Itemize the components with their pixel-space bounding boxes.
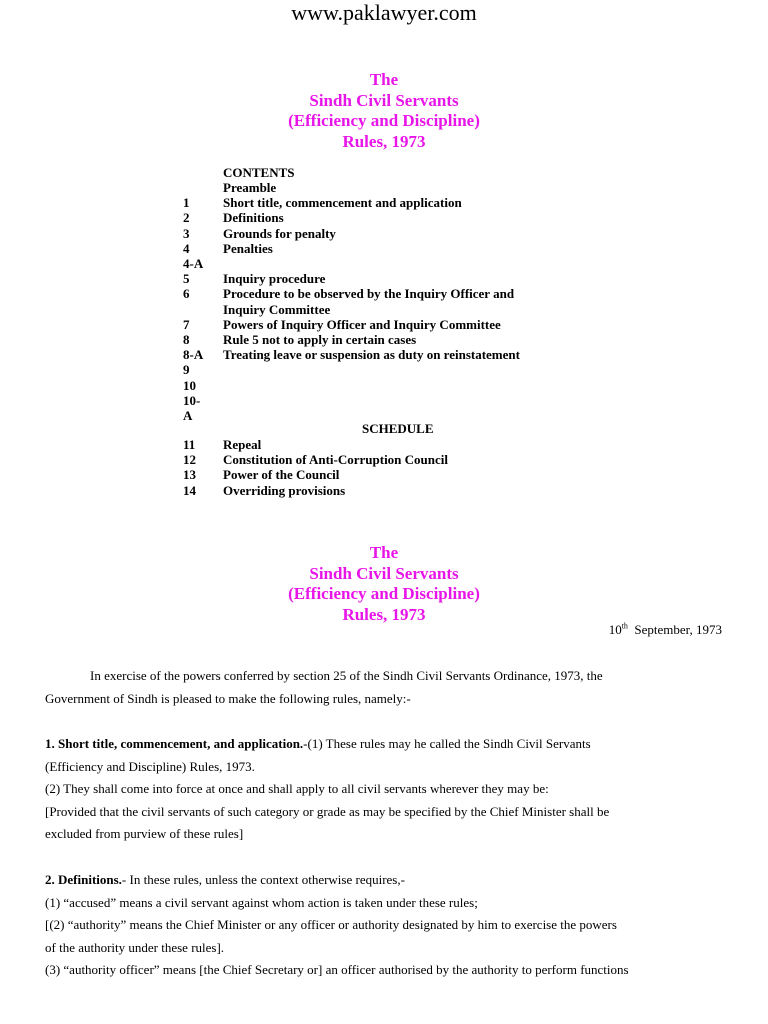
contents-entry: Inquiry Committee [223, 301, 331, 317]
contents-entry: Treating leave or suspension as duty on reinstatement [223, 347, 520, 363]
rule-1-line: (Efficiency and Discipline) Rules, 1973. [45, 758, 255, 774]
title-line: Sindh Civil Servants [309, 563, 459, 583]
contents-number [183, 180, 223, 195]
contents-number: 1 [183, 195, 190, 211]
schedule-number: 12 [183, 452, 196, 468]
preamble-paragraph [45, 665, 735, 710]
document-title-main [0, 543, 768, 625]
rule-1-section [45, 733, 735, 846]
contents-row [183, 271, 603, 286]
enactment-date [609, 620, 722, 640]
rule-2-line: [(2) “authority” means the Chief Minister or any officer or authority designated by him to exercise the powers [45, 917, 617, 932]
contents-entry: Definitions [223, 210, 284, 226]
schedule-heading: SCHEDULE [362, 421, 434, 436]
title-line: (Efficiency and Discipline) [288, 584, 480, 603]
contents-row [183, 210, 603, 225]
contents-row [183, 180, 603, 195]
date-rest: September, 1973 [634, 622, 722, 637]
rule-1-heading: 1. Short title, commencement, and application. [45, 736, 304, 751]
rule-2-line: (3) “authority officer” means [the Chief Secretary or] an officer authorised by the authority to perform functions [45, 962, 629, 977]
contents-number: 6 [183, 286, 190, 302]
contents-number: 8-A [183, 347, 204, 363]
contents-row [183, 362, 603, 377]
contents-row [183, 378, 603, 393]
rule-2-line: (1) “accused” means a civil servant against whom action is taken under these rules; [45, 894, 478, 910]
rule-2-line: of the authority under these rules]. [45, 939, 225, 955]
contents-row [183, 195, 603, 210]
contents-entry [223, 362, 603, 377]
rule-1-first-line [45, 733, 735, 756]
schedule-row [183, 483, 603, 498]
contents-row [183, 256, 603, 271]
rule-1-line: [Provided that the civil servants of such category or grade as may be specified by the Chief Minister shall be [45, 803, 610, 819]
contents-entry [223, 393, 603, 408]
contents-number: 4 [183, 240, 190, 256]
preamble-line: Government of Sindh is pleased to make the following rules, namely:- [45, 690, 411, 706]
contents-entry: Penalties [223, 240, 273, 256]
schedule-entry: Repeal [223, 437, 262, 452]
title-line: The [369, 70, 399, 89]
title-line: Rules, 1973 [342, 604, 426, 624]
schedule-row [183, 467, 603, 482]
contents-entry: Grounds for penalty [223, 225, 336, 241]
contents-row [183, 241, 603, 256]
contents-entry [223, 256, 603, 271]
title-line: The [369, 543, 399, 562]
contents-row [183, 302, 603, 317]
contents-number: A [183, 408, 193, 424]
schedule-number: 11 [183, 437, 196, 452]
schedule-number: 14 [183, 482, 196, 498]
contents-list [183, 180, 603, 423]
contents-row [183, 286, 603, 301]
schedule-row [183, 437, 603, 452]
rule-2-section [45, 869, 735, 982]
rule-2-heading: 2. Definitions. [45, 872, 122, 887]
contents-entry: Short title, commencement and application [223, 195, 462, 211]
rule-1-line: (2) They shall come into force at once and shall apply to all civil servants wherever they may be: [45, 781, 549, 796]
contents-entry: Rule 5 not to apply in certain cases [223, 332, 417, 348]
contents-row [183, 226, 603, 241]
contents-number: 9 [183, 362, 190, 378]
title-line: (Efficiency and Discipline) [288, 111, 480, 130]
contents-entry: Preamble [223, 180, 277, 195]
schedule-entry: Constitution of Anti-Corruption Council [223, 452, 448, 468]
contents-number: 10- [183, 392, 201, 408]
contents-number: 5 [183, 271, 190, 287]
preamble-line: In exercise of the powers conferred by section 25 of the Sindh Civil Servants Ordinance, 1973, the [90, 668, 603, 683]
contents-row [183, 317, 603, 332]
date-day-suffix: th [621, 621, 628, 631]
contents-row [183, 347, 603, 362]
rule-2-text: - In these rules, unless the context otherwise requires,- [121, 872, 405, 887]
contents-number: 7 [183, 316, 190, 332]
contents-entry: Inquiry procedure [223, 271, 326, 287]
title-line: Sindh Civil Servants [309, 90, 459, 110]
title-line: Rules, 1973 [342, 131, 426, 151]
contents-number: 4-A [183, 256, 204, 272]
rule-1-line: excluded from purview of these rules] [45, 826, 244, 841]
contents-number: 3 [183, 225, 190, 241]
schedule-list [183, 437, 603, 498]
contents-number [183, 302, 223, 317]
contents-row [183, 332, 603, 347]
date-day: 10 [608, 622, 622, 637]
rule-2-first-line [45, 869, 735, 892]
contents-number: 2 [183, 210, 190, 226]
contents-row [183, 393, 603, 408]
site-url-header: www.paklawyer.com [291, 0, 477, 25]
contents-entry: Procedure to be observed by the Inquiry Officer and [223, 286, 515, 302]
rule-1-text: -(1) These rules may he called the Sindh Civil Servants [303, 736, 591, 751]
schedule-entry: Overriding provisions [223, 482, 346, 498]
contents-heading: CONTENTS [223, 165, 295, 180]
contents-entry [223, 378, 603, 393]
schedule-row [183, 452, 603, 467]
schedule-number: 13 [183, 467, 196, 483]
contents-number: 8 [183, 332, 190, 348]
contents-number: 10 [183, 377, 196, 393]
contents-entry: Powers of Inquiry Officer and Inquiry Committee [223, 316, 501, 332]
schedule-entry: Power of the Council [223, 467, 340, 483]
document-title-top [0, 70, 768, 152]
